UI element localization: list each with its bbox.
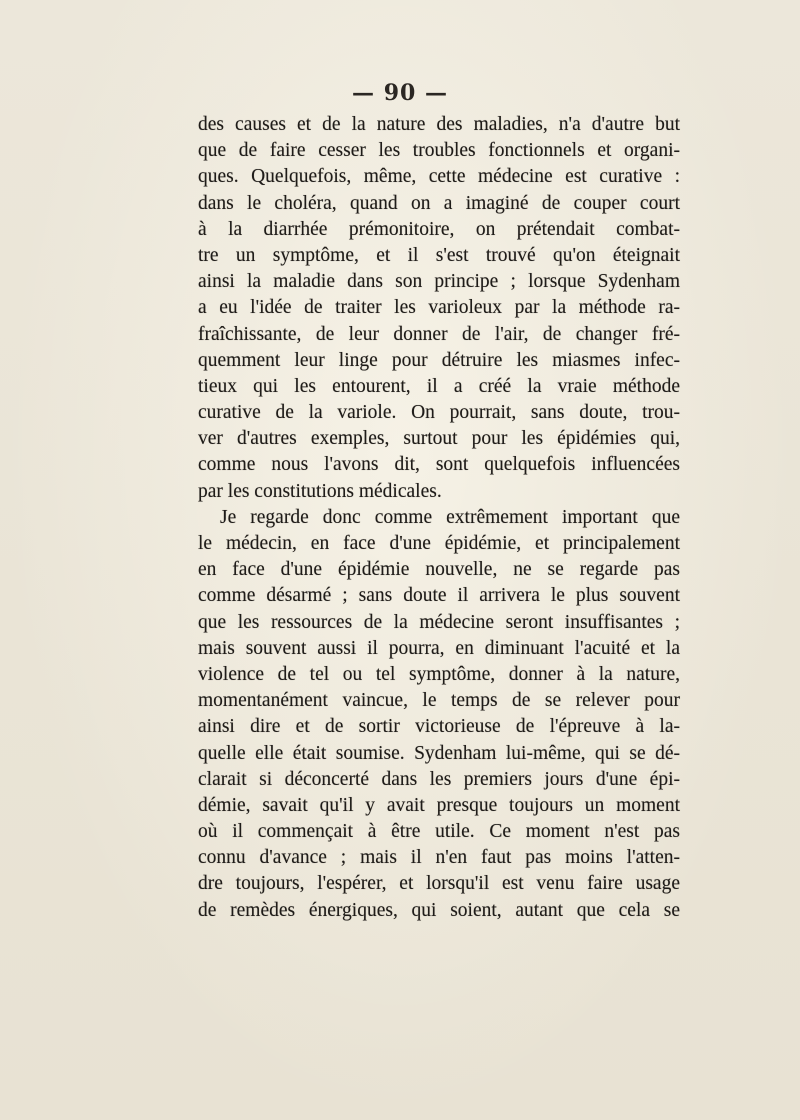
text-line: quelle elle était soumise. Sydenham lui-même, qui se dé- bbox=[198, 742, 680, 764]
text-line: violence de tel ou tel symptôme, donner à la nature, bbox=[198, 663, 680, 685]
text-line: en face d'une épidémie nouvelle, ne se regarde pas bbox=[198, 559, 680, 581]
text-line: momentanément vaincue, le temps de se relever pour bbox=[198, 690, 680, 712]
text-line: Je regarde donc comme extrêmement important que bbox=[220, 506, 680, 528]
text-line: dre toujours, l'espérer, et lorsqu'il est venu faire usage bbox=[198, 873, 680, 895]
text-line: que de faire cesser les troubles fonctionnels et organi- bbox=[198, 140, 680, 162]
text-line: dans le choléra, quand on a imaginé de couper court bbox=[198, 192, 680, 214]
text-line: curative de la variole. On pourrait, sans doute, trou- bbox=[198, 402, 680, 424]
text-line: que les ressources de la médecine seront insuffisantes ; bbox=[198, 611, 680, 633]
text-line: connu d'avance ; mais il n'en faut pas moins l'atten- bbox=[198, 847, 680, 869]
page-number: — 90 — bbox=[352, 80, 448, 106]
text-line: mais souvent aussi il pourra, en diminuant l'acuité et la bbox=[198, 637, 680, 659]
text-line: des causes et de la nature des maladies, n'a d'autre but bbox=[198, 114, 680, 135]
text-line: ainsi dire et de sortir victorieuse de l'épreuve à la- bbox=[198, 716, 680, 738]
text-line: par les constitutions médicales. bbox=[198, 480, 442, 502]
text-line: où il commençait à être utile. Ce moment n'est pas bbox=[198, 821, 680, 843]
text-line: comme désarmé ; sans doute il arrivera le plus souvent bbox=[198, 585, 680, 607]
text-line: comme nous l'avons dit, sont quelquefois influencées bbox=[198, 454, 680, 476]
text-line: clarait si déconcerté dans les premiers jours d'une épi- bbox=[198, 768, 680, 790]
text-line: fraîchissante, de leur donner de l'air, de changer fré- bbox=[198, 323, 680, 345]
text-line: ques. Quelquefois, même, cette médecine est curative : bbox=[198, 166, 680, 188]
text-line: quemment leur linge pour détruire les miasmes infec- bbox=[198, 349, 680, 371]
text-line: à la diarrhée prémonitoire, on prétendait combat- bbox=[198, 218, 680, 240]
body-text bbox=[198, 112, 680, 924]
text-line: tre un symptôme, et il s'est trouvé qu'on éteignait bbox=[198, 244, 680, 266]
text-line: tieux qui les entourent, il a créé la vraie méthode bbox=[198, 375, 680, 397]
text-line: démie, savait qu'il y avait presque toujours un moment bbox=[198, 794, 680, 816]
text-line: de remèdes énergiques, qui soient, autant que cela se bbox=[198, 899, 680, 921]
text-line: a eu l'idée de traiter les varioleux par la méthode ra- bbox=[198, 297, 680, 319]
text-line: ainsi la maladie dans son principe ; lorsque Sydenham bbox=[198, 271, 680, 293]
text-line: le médecin, en face d'une épidémie, et principalement bbox=[198, 533, 680, 554]
text-line: ver d'autres exemples, surtout pour les épidémies qui, bbox=[198, 428, 680, 450]
